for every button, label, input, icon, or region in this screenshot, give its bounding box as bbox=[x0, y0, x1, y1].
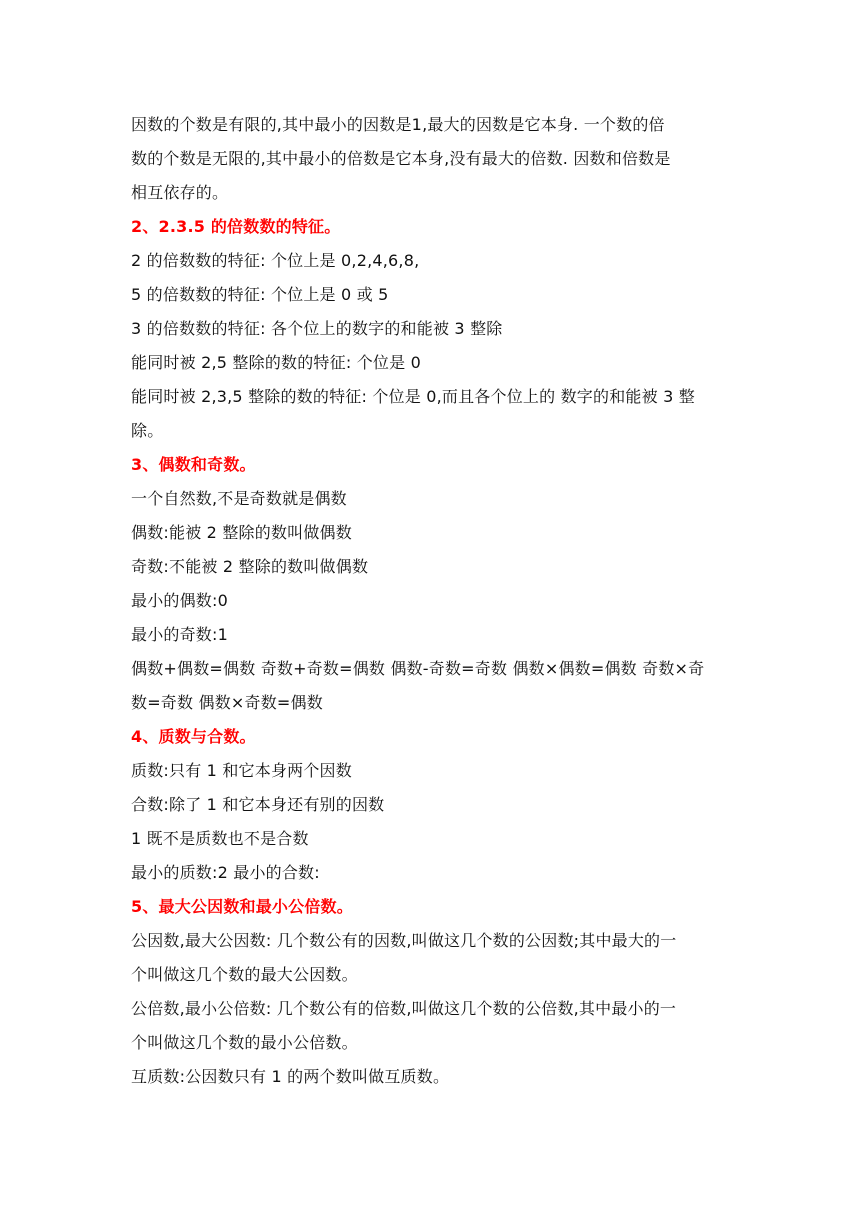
paragraph-line: 合数:除了 1 和它本身还有别的因数 bbox=[131, 795, 385, 814]
paragraph-line: 1 既不是质数也不是合数 bbox=[131, 829, 309, 848]
paragraph-line: 奇数:不能被 2 整除的数叫做偶数 bbox=[131, 557, 369, 576]
paragraph-line: 最小的偶数:0 bbox=[131, 591, 228, 610]
paragraph-line: 个叫做这几个数的最小公倍数。 bbox=[131, 1033, 358, 1052]
paragraph-line: 除。 bbox=[131, 421, 164, 440]
section-heading-4: 4、质数与合数。 bbox=[131, 727, 256, 746]
section-heading-3: 3、偶数和奇数。 bbox=[131, 455, 256, 474]
paragraph-line: 能同时被 2,3,5 整除的数的特征: 个位是 0,而且各个位上的 数字的和能被 3 整 bbox=[131, 387, 695, 406]
paragraph-line: 最小的质数:2 最小的合数: bbox=[131, 863, 320, 882]
paragraph-line: 5 的倍数数的特征: 个位上是 0 或 5 bbox=[131, 285, 389, 304]
paragraph-line: 偶数:能被 2 整除的数叫做偶数 bbox=[131, 523, 352, 542]
section-heading-2: 2、2.3.5 的倍数数的特征。 bbox=[131, 217, 341, 236]
paragraph-line: 一个自然数,不是奇数就是偶数 bbox=[131, 489, 347, 508]
paragraph-line: 能同时被 2,5 整除的数的特征: 个位是 0 bbox=[131, 353, 421, 372]
paragraph-line: 3 的倍数数的特征: 各个位上的数字的和能被 3 整除 bbox=[131, 319, 503, 338]
paragraph-line: 数=奇数 偶数×奇数=偶数 bbox=[131, 693, 323, 712]
paragraph-line: 2 的倍数数的特征: 个位上是 0,2,4,6,8, bbox=[131, 251, 420, 270]
paragraph-line: 个叫做这几个数的最大公因数。 bbox=[131, 965, 358, 984]
document-content bbox=[131, 108, 733, 1094]
paragraph-line: 数的个数是无限的,其中最小的倍数是它本身,没有最大的倍数. 因数和倍数是 bbox=[131, 149, 671, 168]
section-heading-5: 5、最大公因数和最小公倍数。 bbox=[131, 897, 353, 916]
paragraph-line: 公因数,最大公因数: 几个数公有的因数,叫做这几个数的公因数;其中最大的一 bbox=[131, 931, 677, 950]
paragraph-line: 偶数+偶数=偶数 奇数+奇数=偶数 偶数-奇数=奇数 偶数×偶数=偶数 奇数×奇 bbox=[131, 659, 705, 678]
paragraph-line: 公倍数,最小公倍数: 几个数公有的倍数,叫做这几个数的公倍数,其中最小的一 bbox=[131, 999, 677, 1018]
paragraph-line: 质数:只有 1 和它本身两个因数 bbox=[131, 761, 352, 780]
paragraph-line: 相互依存的。 bbox=[131, 183, 229, 202]
paragraph-line: 互质数:公因数只有 1 的两个数叫做互质数。 bbox=[131, 1067, 450, 1086]
paragraph-line: 最小的奇数:1 bbox=[131, 625, 228, 644]
paragraph-line: 因数的个数是有限的,其中最小的因数是1,最大的因数是它本身. 一个数的倍 bbox=[131, 115, 665, 134]
